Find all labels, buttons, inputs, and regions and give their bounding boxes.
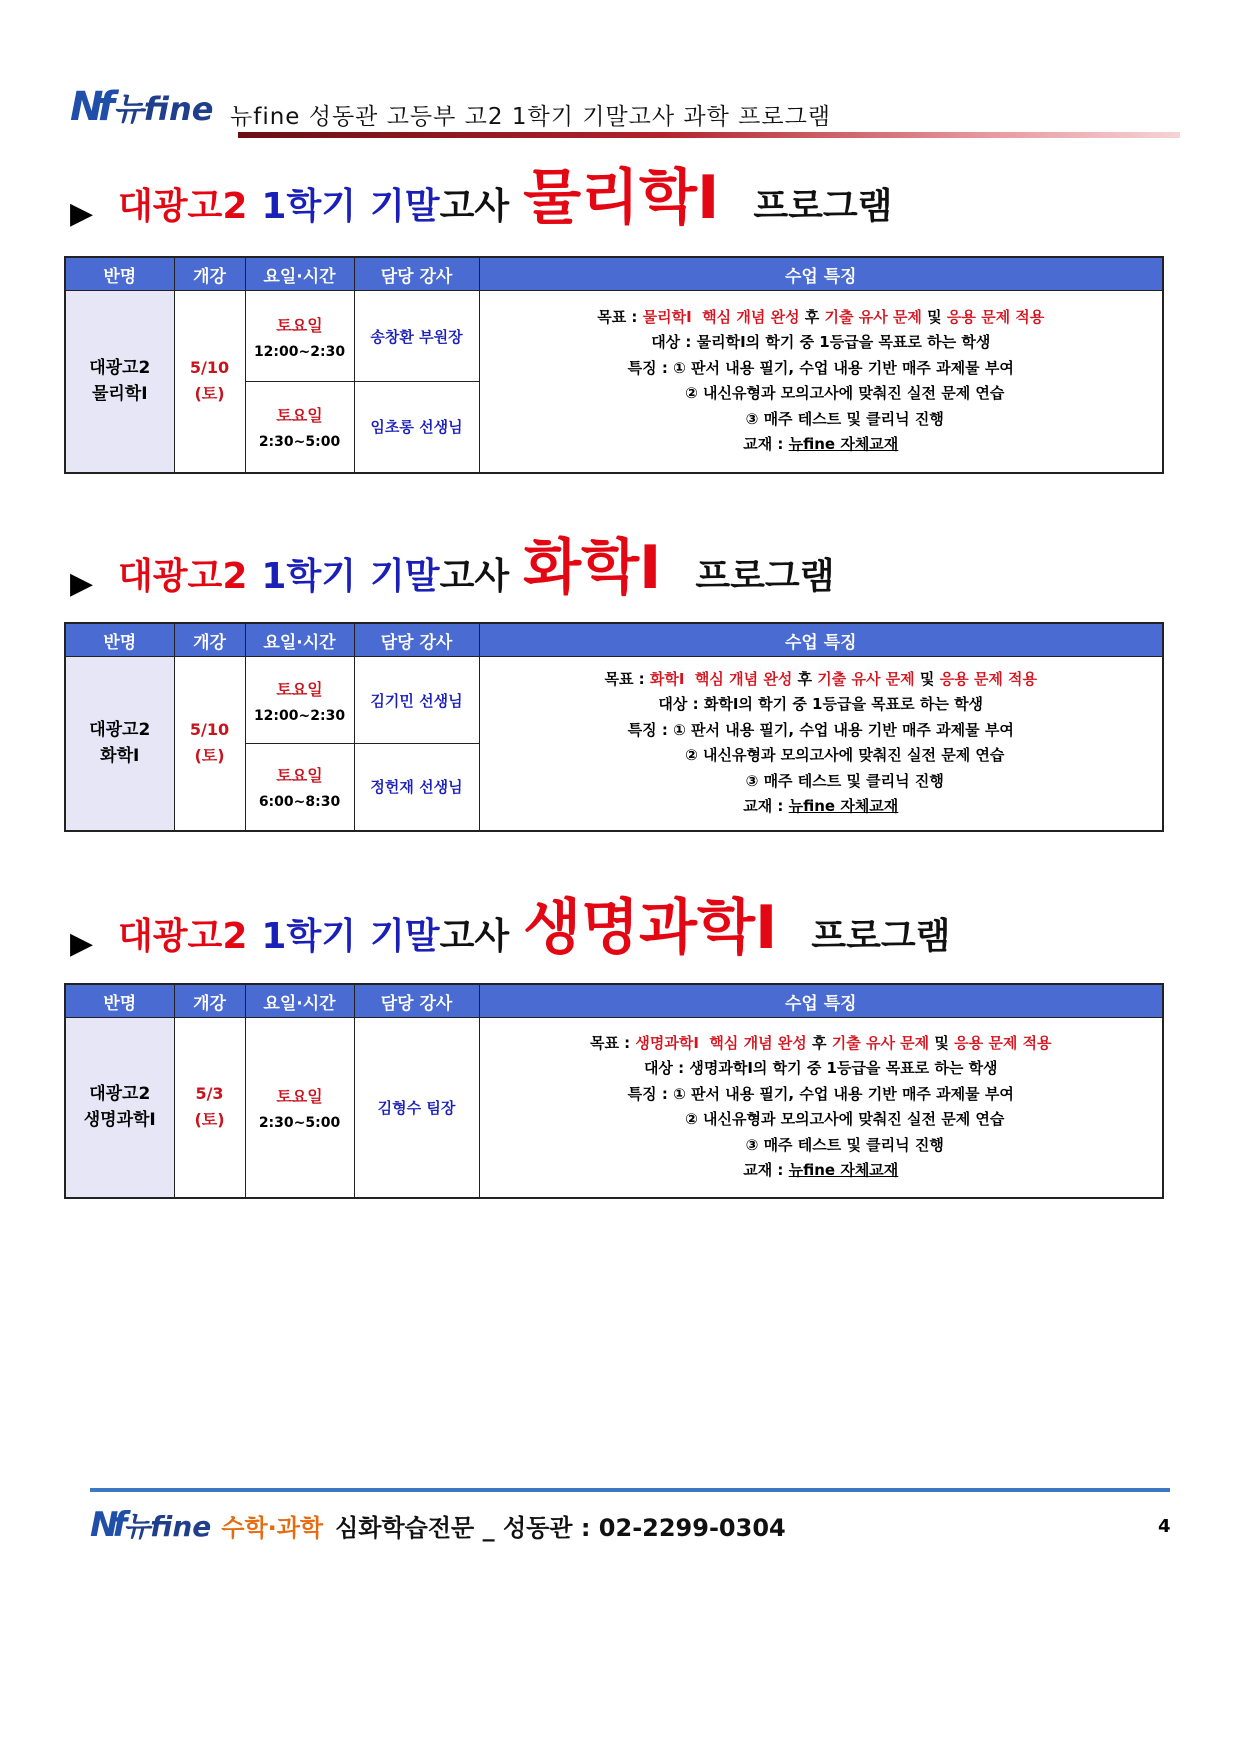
features-cell: 목표 : 생명과학Ⅰ 핵심 개념 완성 후 기출 유사 문제 및 응용 문제 적용 대상 : 생명과학Ⅰ의 학기 중 1등급을 목표로 하는 학생 특징 : ① 판서 내용 필기, 수업 내용 기반 매주 과제물 부여 ② 내신유형과 모의고사에 맞춰진 실전 문제 연습 ③ 매주 테스트 및 클리닉 진행 교재 : 뉴fine 자체교재 (479, 1018, 1163, 1198)
col-features: 수업 특징 (479, 623, 1163, 657)
page-number: 4 (1158, 1516, 1171, 1537)
title-exam-b: 고사 (439, 186, 510, 227)
col-schedule: 요일·시간 (245, 623, 354, 657)
title-term: 1학기 (261, 916, 356, 957)
table-header-row (65, 623, 1163, 657)
teacher-cell: 김기민 선생님 (354, 657, 479, 744)
triangle-arrow-icon: ▶ (70, 926, 94, 961)
table-row (65, 291, 1163, 382)
title-term: 1학기 (261, 556, 356, 597)
col-start: 개강 (174, 984, 245, 1018)
page-footer (90, 1505, 786, 1545)
title-term: 1학기 (261, 186, 356, 227)
title-exam-a: 기말 (370, 916, 440, 957)
table-header-row (65, 984, 1163, 1018)
title-school: 대광고2 (118, 186, 248, 227)
col-start: 개강 (174, 257, 245, 291)
program-table-chemistry (64, 622, 1164, 832)
footer-description: 심화학습전문 _ 성동관 : 02-2299-0304 (335, 1514, 786, 1542)
program-table-biology (64, 983, 1164, 1199)
col-class: 반명 (65, 257, 174, 291)
page-header (70, 80, 1180, 140)
title-subject: 생명과학Ⅰ (523, 893, 778, 963)
features-cell: 목표 : 물리학Ⅰ 핵심 개념 완성 후 기출 유사 문제 및 응용 문제 적용 대상 : 물리학Ⅰ의 학기 중 1등급을 목표로 하는 학생 특징 : ① 판서 내용 필기, 수업 내용 기반 매주 과제물 부여 ② 내신유형과 모의고사에 맞춰진 실전 문제 연습 ③ 매주 테스트 및 클리닉 진행 교재 : 뉴fine 자체교재 (479, 291, 1163, 473)
schedule-cell: 토요일 6:00~8:30 (245, 744, 354, 831)
section-title-biology (70, 880, 950, 966)
col-class: 반명 (65, 623, 174, 657)
footer-divider (90, 1488, 1170, 1492)
start-date: 5/10 (토) (174, 657, 245, 831)
footer-logo-brand: 뉴fine (123, 1510, 212, 1543)
title-exam-a: 기말 (370, 186, 440, 227)
section-title-chemistry (70, 520, 834, 606)
features-cell: 목표 : 화학Ⅰ 핵심 개념 완성 후 기출 유사 문제 및 응용 문제 적용 대상 : 화학Ⅰ의 학기 중 1등급을 목표로 하는 학생 특징 : ① 판서 내용 필기, 수업 내용 기반 매주 과제물 부여 ② 내신유형과 모의고사에 맞춰진 실전 문제 연습 ③ 매주 테스트 및 클리닉 진행 교재 : 뉴fine 자체교재 (479, 657, 1163, 831)
title-exam-a: 기말 (370, 556, 440, 597)
logo-brand: 뉴fine (112, 90, 214, 128)
col-schedule: 요일·시간 (245, 257, 354, 291)
table-row (65, 1018, 1163, 1198)
class-name: 대광고2 생명과학Ⅰ (65, 1018, 174, 1198)
header-title: 뉴fine 성동관 고등부 고2 1학기 기말고사 과학 프로그램 (230, 104, 832, 130)
teacher-cell: 송창환 부원장 (354, 291, 479, 382)
logo-mark: Nf (70, 84, 109, 130)
col-class: 반명 (65, 984, 174, 1018)
footer-logo-mark: Nf (90, 1505, 122, 1545)
title-exam-b: 고사 (439, 916, 510, 957)
col-teacher: 담당 강사 (354, 623, 479, 657)
col-start: 개강 (174, 623, 245, 657)
col-teacher: 담당 강사 (354, 257, 479, 291)
schedule-cell: 토요일 2:30~5:00 (245, 1018, 354, 1198)
col-teacher: 담당 강사 (354, 984, 479, 1018)
teacher-cell: 김형수 팀장 (354, 1018, 479, 1198)
header-divider (238, 132, 1180, 138)
title-program: 프로그램 (811, 916, 951, 957)
title-school: 대광고2 (118, 556, 248, 597)
title-program: 프로그램 (695, 556, 835, 597)
schedule-cell: 토요일 12:00~2:30 (245, 657, 354, 744)
triangle-arrow-icon: ▶ (70, 196, 94, 231)
program-table-physics (64, 256, 1164, 474)
triangle-arrow-icon: ▶ (70, 566, 94, 601)
section-title-physics (70, 150, 892, 236)
title-school: 대광고2 (118, 916, 248, 957)
footer-subtitle: 수학·과학 (221, 1514, 324, 1542)
col-schedule: 요일·시간 (245, 984, 354, 1018)
start-date: 5/3 (토) (174, 1018, 245, 1198)
table-header-row (65, 257, 1163, 291)
schedule-cell: 토요일 12:00~2:30 (245, 291, 354, 382)
nfine-logo (70, 84, 213, 130)
title-program: 프로그램 (753, 186, 893, 227)
start-date: 5/10 (토) (174, 291, 245, 473)
class-name: 대광고2 물리학Ⅰ (65, 291, 174, 473)
col-features: 수업 특징 (479, 257, 1163, 291)
schedule-cell: 토요일 2:30~5:00 (245, 382, 354, 473)
title-exam-b: 고사 (439, 556, 510, 597)
class-name: 대광고2 화학Ⅰ (65, 657, 174, 831)
title-subject: 물리학Ⅰ (523, 163, 720, 233)
title-subject: 화학Ⅰ (523, 533, 662, 603)
col-features: 수업 특징 (479, 984, 1163, 1018)
table-row (65, 657, 1163, 744)
teacher-cell: 임초롱 선생님 (354, 382, 479, 473)
teacher-cell: 정헌재 선생님 (354, 744, 479, 831)
